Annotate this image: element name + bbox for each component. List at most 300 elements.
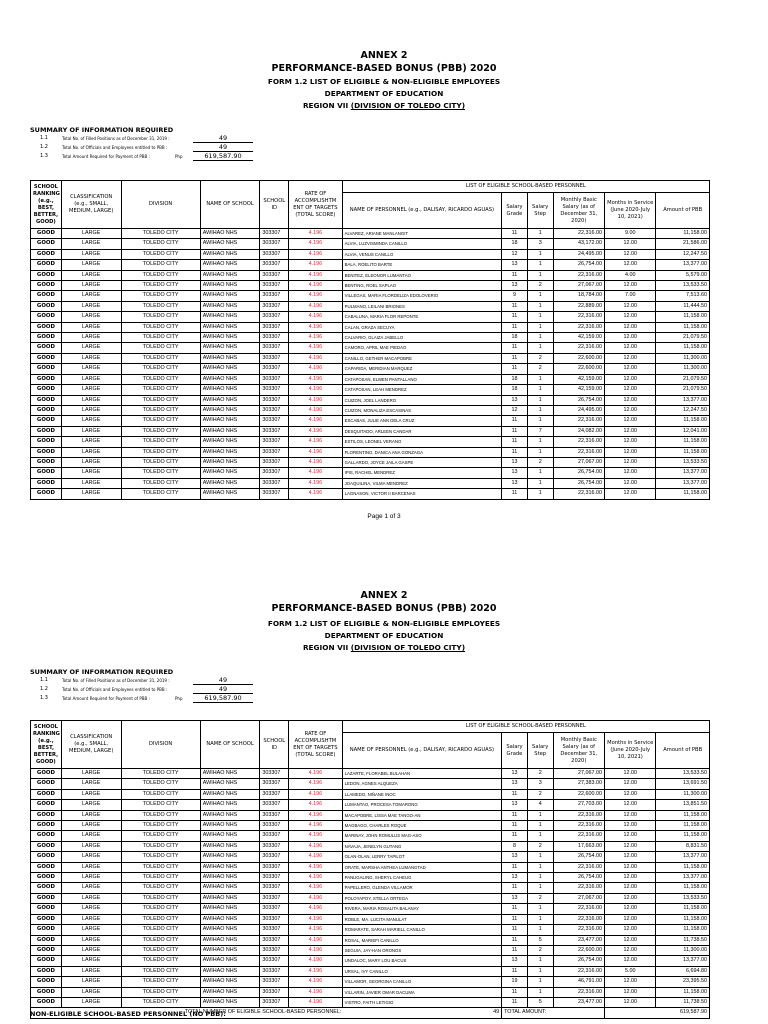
cell-salary-grade: 13	[502, 779, 528, 789]
cell-salary-grade: 11	[502, 821, 528, 831]
col-school-id: SCHOOL ID	[260, 721, 289, 769]
cell-school: AWIHAO NHS	[200, 270, 260, 280]
summary-value: 619,587.90	[193, 152, 253, 161]
cell-personnel: BENITEZ, ELEONOR LUMANTAO	[342, 270, 501, 280]
cell-ranking: GOOD	[31, 997, 62, 1007]
col-list-title: LIST OF ELIGIBLE SCHOOL-BASED PERSONNEL	[342, 181, 709, 193]
cell-personnel: ORATE, MARSHA ANTHEA LUMANGTAD	[342, 862, 501, 872]
cell-school: AWIHAO NHS	[200, 883, 260, 893]
cell-rate: 4.196	[289, 945, 342, 955]
cell-basic-salary: 24,495.00	[553, 405, 604, 415]
cell-school-id: 303307	[260, 405, 289, 415]
table-row	[31, 343, 710, 353]
cell-school-id: 303307	[260, 385, 289, 395]
cell-rate: 4.196	[289, 416, 342, 426]
cell-ranking: GOOD	[31, 343, 62, 353]
cell-classification: LARGE	[61, 987, 121, 997]
cell-months: 12.00	[604, 489, 655, 499]
cell-rate: 4.196	[289, 239, 342, 249]
cell-ranking: GOOD	[31, 312, 62, 322]
cell-school: AWIHAO NHS	[200, 893, 260, 903]
cell-classification: LARGE	[61, 260, 121, 270]
summary-value: 49	[193, 676, 253, 685]
table-row	[31, 281, 710, 291]
cell-division: TOLEDO CITY	[121, 343, 200, 353]
cell-salary-step: 2	[527, 789, 553, 799]
cell-months: 12.00	[604, 873, 655, 883]
cell-basic-salary: 22,316.00	[553, 914, 604, 924]
cell-school-id: 303307	[260, 945, 289, 955]
cell-division: TOLEDO CITY	[121, 873, 200, 883]
cell-ranking: GOOD	[31, 966, 62, 976]
summary-value: 49	[193, 685, 253, 694]
cell-basic-salary: 27,067.00	[553, 457, 604, 467]
cell-salary-step: 2	[527, 945, 553, 955]
cell-rate: 4.196	[289, 260, 342, 270]
cell-months: 12.00	[604, 447, 655, 457]
cell-classification: LARGE	[61, 862, 121, 872]
cell-amount: 13,533.50	[656, 281, 710, 291]
cell-school-id: 303307	[260, 841, 289, 851]
cell-salary-grade: 18	[502, 239, 528, 249]
cell-salary-step: 1	[527, 312, 553, 322]
cell-rate: 4.196	[289, 322, 342, 332]
cell-basic-salary: 22,316.00	[553, 489, 604, 499]
cell-amount: 11,158.00	[656, 883, 710, 893]
cell-salary-grade: 11	[502, 987, 528, 997]
table-row	[31, 353, 710, 363]
cell-ranking: GOOD	[31, 437, 62, 447]
cell-months: 12.00	[604, 312, 655, 322]
cell-division: TOLEDO CITY	[121, 925, 200, 935]
cell-division: TOLEDO CITY	[121, 229, 200, 239]
cell-months: 12.00	[604, 893, 655, 903]
cell-amount: 11,300.00	[656, 353, 710, 363]
cell-division: TOLEDO CITY	[121, 831, 200, 841]
cell-personnel: PANUGALING, SHERYL CAHEUG	[342, 873, 501, 883]
cell-ranking: GOOD	[31, 810, 62, 820]
document-page-2	[0, 568, 768, 1024]
cell-school-id: 303307	[260, 468, 289, 478]
cell-school-id: 303307	[260, 935, 289, 945]
cell-personnel: CABALUNA, MARIA FLOR REPONTE	[342, 312, 501, 322]
table-row	[31, 945, 710, 955]
cell-classification: LARGE	[61, 779, 121, 789]
cell-salary-grade: 11	[502, 883, 528, 893]
cell-amount: 13,377.00	[656, 395, 710, 405]
cell-division: TOLEDO CITY	[121, 977, 200, 987]
cell-rate: 4.196	[289, 229, 342, 239]
cell-division: TOLEDO CITY	[121, 260, 200, 270]
cell-ranking: GOOD	[31, 291, 62, 301]
cell-salary-step: 1	[527, 987, 553, 997]
cell-classification: LARGE	[61, 831, 121, 841]
cell-amount: 11,300.00	[656, 789, 710, 799]
cell-salary-step: 1	[527, 291, 553, 301]
cell-salary-step: 1	[527, 862, 553, 872]
cell-division: TOLEDO CITY	[121, 468, 200, 478]
annex-title: ANNEX 2	[360, 50, 408, 61]
cell-rate: 4.196	[289, 831, 342, 841]
cell-school-id: 303307	[260, 831, 289, 841]
cell-salary-grade: 11	[502, 966, 528, 976]
cell-basic-salary: 22,600.00	[553, 364, 604, 374]
cell-classification: LARGE	[61, 312, 121, 322]
summary-value: 619,587.90	[193, 694, 253, 703]
cell-basic-salary: 22,316.00	[553, 416, 604, 426]
cell-amount: 11,300.00	[656, 364, 710, 374]
cell-school: AWIHAO NHS	[200, 852, 260, 862]
cell-rate: 4.196	[289, 789, 342, 799]
cell-school: AWIHAO NHS	[200, 405, 260, 415]
cell-division: TOLEDO CITY	[121, 956, 200, 966]
cell-amount: 13,691.50	[656, 779, 710, 789]
cell-personnel: VILLAMOR, GEORGINA CANILLO	[342, 977, 501, 987]
cell-school-id: 303307	[260, 914, 289, 924]
cell-classification: LARGE	[61, 395, 121, 405]
cell-ranking: GOOD	[31, 426, 62, 436]
cell-personnel: PAPELLERO, GLENDA VILLAMOR	[342, 883, 501, 893]
cell-salary-grade: 11	[502, 831, 528, 841]
cell-classification: LARGE	[61, 343, 121, 353]
cell-classification: LARGE	[61, 270, 121, 280]
cell-salary-grade: 11	[502, 301, 528, 311]
summary-label: Total No. of Filled Positions as of December 31, 2019 :	[62, 136, 170, 141]
cell-classification: LARGE	[61, 841, 121, 851]
cell-division: TOLEDO CITY	[121, 893, 200, 903]
cell-basic-salary: 22,600.00	[553, 789, 604, 799]
cell-amount: 7,513.60	[656, 291, 710, 301]
table-row	[31, 426, 710, 436]
cell-school-id: 303307	[260, 333, 289, 343]
cell-salary-grade: 11	[502, 437, 528, 447]
cell-rate: 4.196	[289, 914, 342, 924]
cell-school: AWIHAO NHS	[200, 779, 260, 789]
cell-classification: LARGE	[61, 416, 121, 426]
cell-salary-grade: 13	[502, 893, 528, 903]
cell-school-id: 303307	[260, 447, 289, 457]
cell-school-id: 303307	[260, 789, 289, 799]
summary-label: Total Amount Required for Payment of PBB :	[62, 696, 150, 701]
cell-amount: 21,586.00	[656, 239, 710, 249]
cell-school: AWIHAO NHS	[200, 281, 260, 291]
cell-salary-step: 7	[527, 426, 553, 436]
cell-basic-salary: 22,316.00	[553, 862, 604, 872]
cell-months: 12.00	[604, 800, 655, 810]
cell-division: TOLEDO CITY	[121, 353, 200, 363]
col-amount: Amount of PBB	[656, 193, 710, 229]
cell-personnel: LAGNASON, VICTOR II BARCENAS	[342, 489, 501, 499]
cell-ranking: GOOD	[31, 416, 62, 426]
cell-basic-salary: 26,754.00	[553, 478, 604, 488]
table-row	[31, 883, 710, 893]
cell-school: AWIHAO NHS	[200, 353, 260, 363]
summary-title: SUMMARY OF INFORMATION REQUIRED	[30, 668, 174, 676]
cell-school-id: 303307	[260, 301, 289, 311]
cell-school-id: 303307	[260, 270, 289, 280]
col-school: NAME OF SCHOOL	[200, 181, 260, 229]
cell-basic-salary: 22,600.00	[553, 945, 604, 955]
cell-months: 12.00	[604, 779, 655, 789]
summary-row	[30, 694, 242, 703]
cell-salary-step: 1	[527, 821, 553, 831]
cell-rate: 4.196	[289, 821, 342, 831]
cell-months: 12.00	[604, 831, 655, 841]
cell-personnel: CANILLO, GETHER MACAPOBRE	[342, 353, 501, 363]
cell-division: TOLEDO CITY	[121, 841, 200, 851]
cell-personnel: LAZARTE, FLORABEL BULAHAN	[342, 769, 501, 779]
cell-months: 12.00	[604, 862, 655, 872]
summary-value: 49	[193, 143, 253, 152]
region-title	[0, 644, 768, 653]
cell-personnel: LUMANTAO, PROCESA TOMARONG	[342, 800, 501, 810]
cell-personnel: IPIS, RACHEL MENDREZ	[342, 468, 501, 478]
cell-salary-step: 3	[527, 779, 553, 789]
cell-basic-salary: 22,316.00	[553, 831, 604, 841]
cell-school: AWIHAO NHS	[200, 260, 260, 270]
cell-amount: 11,158.00	[656, 343, 710, 353]
cell-division: TOLEDO CITY	[121, 374, 200, 384]
cell-months: 4.00	[604, 270, 655, 280]
cell-salary-step: 1	[527, 260, 553, 270]
cell-salary-grade: 11	[502, 489, 528, 499]
cell-months: 12.00	[604, 821, 655, 831]
cell-salary-step: 1	[527, 966, 553, 976]
cell-division: TOLEDO CITY	[121, 821, 200, 831]
summary-row	[30, 143, 228, 152]
cell-school-id: 303307	[260, 873, 289, 883]
cell-months: 12.00	[604, 374, 655, 384]
cell-division: TOLEDO CITY	[121, 281, 200, 291]
cell-classification: LARGE	[61, 353, 121, 363]
cell-rate: 4.196	[289, 281, 342, 291]
cell-rate: 4.196	[289, 987, 342, 997]
cell-salary-grade: 9	[502, 291, 528, 301]
cell-division: TOLEDO CITY	[121, 457, 200, 467]
cell-months: 12.00	[604, 945, 655, 955]
cell-school-id: 303307	[260, 987, 289, 997]
cell-school: AWIHAO NHS	[200, 821, 260, 831]
cell-amount: 12,247.50	[656, 249, 710, 259]
cell-personnel: CATAPOSAN, ELWEN PANTALLANO	[342, 374, 501, 384]
cell-rate: 4.196	[289, 489, 342, 499]
cell-basic-salary: 46,791.00	[553, 977, 604, 987]
cell-amount: 21,079.50	[656, 374, 710, 384]
cell-division: TOLEDO CITY	[121, 447, 200, 457]
cell-school-id: 303307	[260, 395, 289, 405]
cell-school-id: 303307	[260, 821, 289, 831]
cell-months: 12.00	[604, 405, 655, 415]
cell-ranking: GOOD	[31, 883, 62, 893]
cell-school-id: 303307	[260, 426, 289, 436]
cell-personnel: CAPARIDA, MERIDIAN MARQUEZ	[342, 364, 501, 374]
cell-amount: 13,377.00	[656, 873, 710, 883]
table-row	[31, 904, 710, 914]
cell-months: 12.00	[604, 301, 655, 311]
cell-months: 5.00	[604, 966, 655, 976]
cell-amount: 11,158.00	[656, 322, 710, 332]
cell-personnel: ROSAL, MARIEFI CANILLO	[342, 935, 501, 945]
cell-basic-salary: 26,754.00	[553, 956, 604, 966]
cell-school-id: 303307	[260, 883, 289, 893]
cell-division: TOLEDO CITY	[121, 249, 200, 259]
cell-rate: 4.196	[289, 925, 342, 935]
cell-salary-step: 2	[527, 893, 553, 903]
summary-row	[30, 134, 228, 143]
cell-basic-salary: 22,316.00	[553, 270, 604, 280]
summary-title: SUMMARY OF INFORMATION REQUIRED	[30, 126, 174, 134]
cell-months: 12.00	[604, 249, 655, 259]
cell-salary-grade: 11	[502, 935, 528, 945]
table-row	[31, 416, 710, 426]
cell-rate: 4.196	[289, 353, 342, 363]
cell-basic-salary: 27,383.00	[553, 779, 604, 789]
summary-unit: Php	[175, 696, 183, 701]
table-row	[31, 478, 710, 488]
cell-ranking: GOOD	[31, 956, 62, 966]
table-row	[31, 956, 710, 966]
cell-classification: LARGE	[61, 800, 121, 810]
cell-salary-grade: 11	[502, 789, 528, 799]
summary-num: 1.3	[40, 153, 48, 159]
cell-salary-grade: 11	[502, 312, 528, 322]
cell-amount: 13,377.00	[656, 956, 710, 966]
cell-ranking: GOOD	[31, 873, 62, 883]
cell-basic-salary: 18,784.00	[553, 291, 604, 301]
cell-amount: 23,395.50	[656, 977, 710, 987]
cell-ranking: GOOD	[31, 322, 62, 332]
cell-school: AWIHAO NHS	[200, 789, 260, 799]
summary-label: Total No. of Officials and Employees entitled to PBB :	[62, 145, 168, 150]
cell-rate: 4.196	[289, 904, 342, 914]
cell-basic-salary: 43,172.00	[553, 239, 604, 249]
cell-salary-grade: 13	[502, 395, 528, 405]
cell-months: 12.00	[604, 457, 655, 467]
cell-personnel: BALA, ROELITO BARTE	[342, 260, 501, 270]
cell-personnel: CALVARIO, GLAIZA JABELLO	[342, 333, 501, 343]
cell-personnel: VILLARIN, JAVIER OMAR DACUMA	[342, 987, 501, 997]
cell-division: TOLEDO CITY	[121, 945, 200, 955]
cell-school-id: 303307	[260, 239, 289, 249]
cell-rate: 4.196	[289, 873, 342, 883]
col-rate: RATE OF ACCOMPLISHTM ENT OF TARGETS (TOTAL SCORE)	[289, 181, 342, 229]
cell-salary-step: 1	[527, 405, 553, 415]
cell-salary-grade: 18	[502, 374, 528, 384]
cell-amount: 11,158.00	[656, 987, 710, 997]
cell-amount: 13,377.00	[656, 468, 710, 478]
cell-salary-grade: 11	[502, 416, 528, 426]
cell-school: AWIHAO NHS	[200, 945, 260, 955]
table-row	[31, 925, 710, 935]
table-row	[31, 966, 710, 976]
cell-ranking: GOOD	[31, 249, 62, 259]
summary-row	[30, 152, 242, 161]
cell-salary-step: 2	[527, 281, 553, 291]
table-row	[31, 489, 710, 499]
cell-classification: LARGE	[61, 364, 121, 374]
cell-rate: 4.196	[289, 997, 342, 1007]
cell-salary-step: 5	[527, 997, 553, 1007]
cell-salary-grade: 13	[502, 852, 528, 862]
cell-classification: LARGE	[61, 468, 121, 478]
cell-months: 12.00	[604, 333, 655, 343]
cell-salary-step: 1	[527, 447, 553, 457]
table-row	[31, 405, 710, 415]
region-label: REGION VII	[302, 643, 349, 652]
cell-months: 12.00	[604, 883, 655, 893]
cell-amount: 11,158.00	[656, 904, 710, 914]
table-row	[31, 447, 710, 457]
cell-salary-step: 1	[527, 301, 553, 311]
cell-amount: 21,079.50	[656, 333, 710, 343]
cell-ranking: GOOD	[31, 229, 62, 239]
cell-rate: 4.196	[289, 841, 342, 851]
cell-school: AWIHAO NHS	[200, 904, 260, 914]
cell-basic-salary: 42,159.00	[553, 385, 604, 395]
cell-school-id: 303307	[260, 800, 289, 810]
table-row	[31, 395, 710, 405]
cell-salary-step: 1	[527, 478, 553, 488]
cell-salary-step: 1	[527, 416, 553, 426]
cell-basic-salary: 22,316.00	[553, 437, 604, 447]
table-row	[31, 873, 710, 883]
cell-months: 12.00	[604, 987, 655, 997]
cell-amount: 11,444.50	[656, 301, 710, 311]
cell-classification: LARGE	[61, 301, 121, 311]
cell-personnel: MAGBAGO, CHARLES ROQUE	[342, 821, 501, 831]
table-body-page-1	[31, 229, 710, 500]
table-row	[31, 437, 710, 447]
page-number: Page 1 of 3	[367, 513, 401, 520]
table-row	[31, 364, 710, 374]
cell-basic-salary: 22,316.00	[553, 810, 604, 820]
cell-amount: 5,579.00	[656, 270, 710, 280]
cell-months: 12.00	[604, 925, 655, 935]
cell-ranking: GOOD	[31, 935, 62, 945]
col-division: DIVISION	[121, 181, 200, 229]
cell-amount: 12,041.00	[656, 426, 710, 436]
cell-months: 12.00	[604, 343, 655, 353]
cell-personnel: ROMARATE, SARAH MARIELL CANILLO	[342, 925, 501, 935]
cell-ranking: GOOD	[31, 374, 62, 384]
cell-salary-grade: 11	[502, 904, 528, 914]
cell-months: 12.00	[604, 468, 655, 478]
cell-school-id: 303307	[260, 478, 289, 488]
table-row	[31, 800, 710, 810]
cell-months: 12.00	[604, 904, 655, 914]
cell-school: AWIHAO NHS	[200, 249, 260, 259]
cell-classification: LARGE	[61, 437, 121, 447]
cell-months: 12.00	[604, 935, 655, 945]
cell-classification: LARGE	[61, 385, 121, 395]
table-row	[31, 997, 710, 1007]
cell-salary-grade: 12	[502, 405, 528, 415]
cell-school: AWIHAO NHS	[200, 395, 260, 405]
cell-amount: 13,533.50	[656, 893, 710, 903]
personnel-table-page-2	[30, 720, 710, 1019]
non-eligible-heading: NON-ELIGIBLE SCHOOL-BASED PERSONNEL (NO PBB):	[30, 1010, 710, 1019]
cell-ranking: GOOD	[31, 385, 62, 395]
cell-basic-salary: 23,477.00	[553, 935, 604, 945]
cell-rate: 4.196	[289, 437, 342, 447]
cell-ranking: GOOD	[31, 925, 62, 935]
cell-salary-step: 1	[527, 395, 553, 405]
cell-salary-step: 1	[527, 831, 553, 841]
cell-rate: 4.196	[289, 935, 342, 945]
cell-months: 7.00	[604, 291, 655, 301]
region-label: REGION VII	[302, 101, 349, 110]
cell-rate: 4.196	[289, 478, 342, 488]
